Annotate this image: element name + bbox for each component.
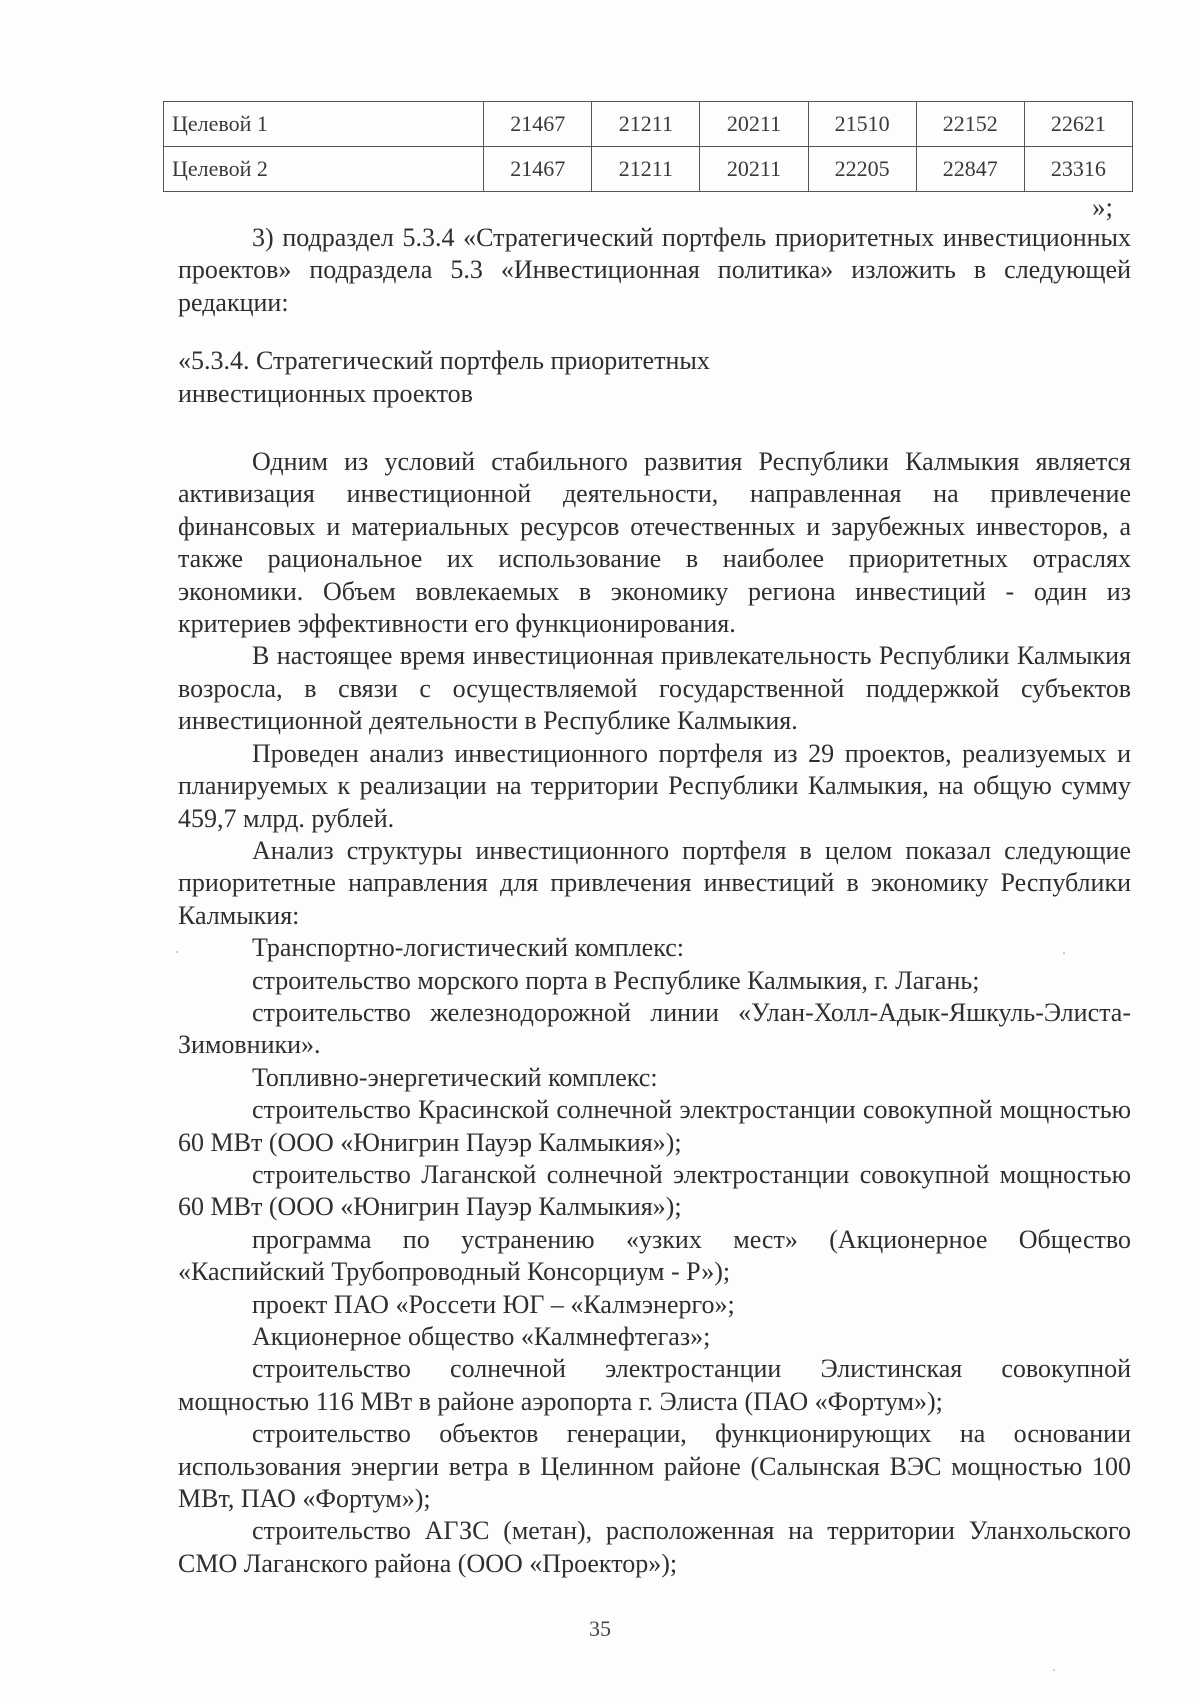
list-item: строительство солнечной электростанции Элистинская совокупной мощностью 116 МВт в районе аэропорта г. Элиста (ПАО «Фортум»); xyxy=(178,1354,1131,1416)
list-item: строительство железнодорожной линии «Улан-Холл-Адык-Яшкуль-Элиста-Зимовники». xyxy=(178,997,1131,1060)
table-cell: 20211 xyxy=(700,102,808,147)
table-cell: 21467 xyxy=(484,147,592,192)
list-item: строительство морского порта в Республике Калмыкия, г. Лагань; xyxy=(252,965,980,995)
table-cell: 21510 xyxy=(808,102,916,147)
list-item: программа по устранению «узких мест» (Акционерное Общество «Каспийский Трубопроводный Консорциум - Р»); xyxy=(178,1224,1131,1287)
paragraph: В настоящее время инвестиционная привлекательность Республики Калмыкия возросла, в связи с осуществляемой государственной поддержкой субъектов инвестиционной деятельности в Республике Калмыкия. xyxy=(178,641,1131,736)
section-heading-line1: «5.3.4. Стратегический портфель приоритетных xyxy=(178,346,710,376)
table-row xyxy=(164,147,1133,192)
list-item: строительство Лаганской солнечной электростанции совокупной мощностью 60 МВт (ООО «Юнигрин Пауэр Калмыкия»); xyxy=(178,1159,1131,1222)
document-body xyxy=(178,222,1131,1580)
table-cell: 22205 xyxy=(808,147,916,192)
table-cell: 21211 xyxy=(592,147,700,192)
table-cell-label: Целевой 2 xyxy=(164,147,484,192)
list-item: Акционерное общество «Калмнефтегаз»; xyxy=(252,1322,711,1351)
list-item: строительство Красинской солнечной электростанции совокупной мощностью 60 МВт (ООО «Юнигрин Пауэр Калмыкия»); xyxy=(178,1095,1131,1157)
page-number: 35 xyxy=(589,1616,611,1641)
list-item: строительство АГЗС (метан), расположенная на территории Уланхольского СМО Лаганского района (ООО «Проектор»); xyxy=(178,1516,1131,1578)
table-cell: 22152 xyxy=(916,102,1024,147)
paragraph: Проведен анализ инвестиционного портфеля из 29 проектов, реализуемых и планируемых к реализации на территории Республики Калмыкия, на общую сумму 459,7 млрд. рублей. xyxy=(178,738,1131,833)
scan-speck xyxy=(1053,1669,1055,1671)
list-heading: Топливно-энергетический комплекс: xyxy=(252,1062,658,1092)
table-cell: 21211 xyxy=(592,102,700,147)
list-item: проект ПАО «Россети ЮГ – «Калмэнерго»; xyxy=(252,1289,735,1319)
table-cell: 23316 xyxy=(1024,147,1132,192)
paragraph: Анализ структуры инвестиционного портфеля в целом показал следующие приоритетные направления для привлечения инвестиций в экономику Республики Калмыкия: xyxy=(178,835,1131,930)
list-heading: Транспортно-логистический комплекс: xyxy=(252,933,684,963)
table-cell-label: Целевой 1 xyxy=(164,102,484,147)
paragraph: Одним из условий стабильного развития Республики Калмыкия является активизация инвестиционной деятельности, направленная на привлечение финансовых и материальных ресурсов отечественных и зарубежных инвесторов, а также рациональное их использование в наиболее приоритетных отраслях экономики. Объем вовлекаемых в экономику региона инвестиций - один из критериев эффективности его функционирования. xyxy=(178,447,1131,639)
scan-speck xyxy=(1063,952,1065,954)
indicator-table xyxy=(163,101,1133,192)
table-closing-mark: »; xyxy=(1092,192,1114,222)
table-cell: 20211 xyxy=(700,147,808,192)
scan-speck xyxy=(176,951,178,953)
table-cell: 22621 xyxy=(1024,102,1132,147)
section-heading-line2: инвестиционных проектов xyxy=(178,378,473,408)
table-cell: 22847 xyxy=(916,147,1024,192)
list-item: строительство объектов генерации, функционирующих на основании использования энергии ветра в Целинном районе (Салынская ВЭС мощностью 100 МВт, ПАО «Фортум»); xyxy=(178,1419,1131,1514)
intro-paragraph: 3) подраздел 5.3.4 «Стратегический портфель приоритетных инвестиционных проектов» подраздела 5.3 «Инвестиционная политика» изложить в следующей редакции: xyxy=(178,223,1131,317)
table-row xyxy=(164,102,1133,147)
table-cell: 21467 xyxy=(484,102,592,147)
